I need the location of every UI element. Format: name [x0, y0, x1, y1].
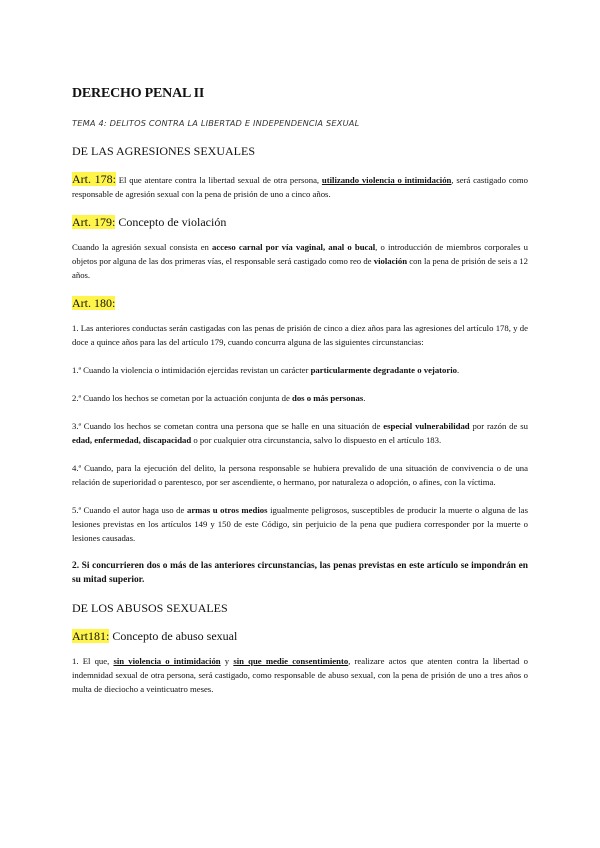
art180-circ3: 3.ª Cuando los hechos se cometan contra una persona que se halle en una situación de especial vulnerabilidad por razón de su edad, enfermedad, discapacidad o por cualquier otra circunstancia, salvo lo dispuesto en el artículo 183.	[72, 421, 528, 445]
art180-circ2: 2.ª Cuando los hechos se cometan por la actuación conjunta de dos o más personas.	[72, 393, 366, 403]
art181-label: Art181:	[72, 629, 110, 643]
art179-paragraph: Cuando la agresión sexual consista en acceso carnal por vía vaginal, anal o bucal, o introducción de miembros corporales u objetos por alguna de las dos primeras vías, el responsable será castigado como reo de violación con la pena de prisión de seis a 12 años.	[72, 242, 528, 280]
art178-label: Art. 178:	[72, 172, 116, 186]
art179-label: Art. 179:	[72, 215, 116, 229]
art178-paragraph: Art. 178: El que atentare contra la libertad sexual de otra persona, utilizando violencia o intimidación, será castigado como responsable de agresión sexual con la pena de prisión de uno a cinco años.	[72, 172, 528, 199]
art180-p1: 1. Las anteriores conductas serán castigadas con las penas de prisión de cinco a diez años para las agresiones del artículo 178, y de doce a quince años para las del artículo 179, cuando concurra alguna de las siguientes circunstancias:	[72, 323, 528, 347]
section-heading-agresiones: DE LAS AGRESIONES SEXUALES	[72, 144, 256, 158]
art180-circ5: 5.ª Cuando el autor haga uso de armas u otros medios igualmente peligrosos, susceptibles de producir la muerte o alguna de las lesiones previstas en los artículos 149 y 150 de este Código, sin perjuicio de la pena que pudiera corresponder por la muerte o lesiones causadas.	[72, 505, 528, 543]
art180-heading	[72, 296, 528, 311]
section-heading-abusos: DE LOS ABUSOS SEXUALES	[72, 601, 228, 615]
art180-circ1: 1.ª Cuando la violencia o intimidación ejercidas revistan un carácter particularmente degradante o vejatorio.	[72, 365, 460, 375]
art180-label: Art. 180:	[72, 296, 116, 310]
art180-p2: 2. Si concurrieren dos o más de las anteriores circunstancias, las penas previstas en este artículo se impondrán en su mitad superior.	[72, 561, 528, 585]
document-content	[72, 86, 528, 710]
topic-subtitle: TEMA 4: DELITOS CONTRA LA LIBERTAD E INDEPENDENCIA SEXUAL	[72, 118, 360, 128]
art178-emphasis: utilizando violencia o intimidación	[321, 175, 452, 185]
art179-heading: Art. 179: Concepto de violación	[72, 215, 227, 229]
art181-paragraph: 1. El que, sin violencia o intimidación y sin que medie consentimiento, realizare actos que atenten contra la libertad o indemnidad sexual de otra persona, será castigado, como responsable de abuso sexual, con la pena de prisión de uno a tres años o multa de dieciocho a veinticuatro meses.	[72, 656, 528, 694]
art180-circ4: 4.ª Cuando, para la ejecución del delito, la persona responsable se hubiera prevalido de una situación de convivencia o de una relación de superioridad o parentesco, por ser ascendiente, o hermano, por naturaleza o adopción, o afines, con la víctima.	[72, 463, 528, 487]
art181-heading: Art181: Concepto de abuso sexual	[72, 629, 238, 643]
document-title: DERECHO PENAL II	[72, 86, 205, 101]
